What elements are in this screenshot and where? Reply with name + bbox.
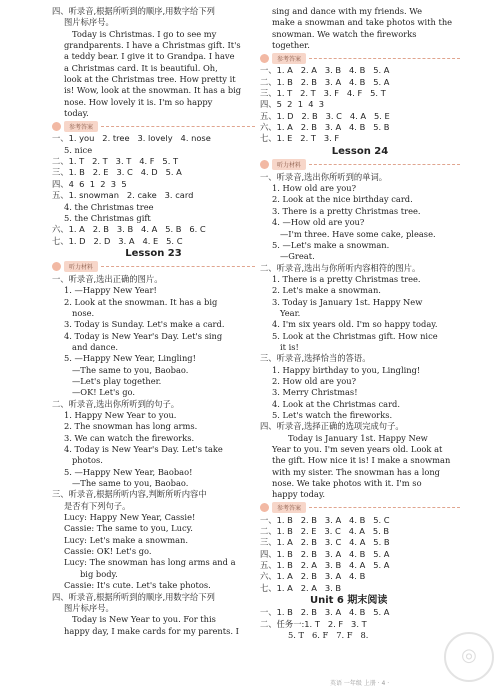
script-line: Cassie: The same to you, Lucy. xyxy=(64,523,193,534)
script-line: —OK! Let's go. xyxy=(72,387,135,398)
headphones-icon xyxy=(260,160,269,169)
answer-line: 二、1. B 2. B 3. A 4. B 5. A xyxy=(260,76,390,87)
script-line: 1. There is a pretty Christmas tree. xyxy=(272,273,421,284)
passage-line: nose. How lovely it is. I'm so happy xyxy=(64,96,213,107)
page-footer: 英语 一年级 上册 · 4 · xyxy=(330,680,390,687)
unit-title: Unit 6 期末阅读 xyxy=(310,595,388,607)
script-line: photos. xyxy=(72,455,103,466)
answer-line: 六、1. A 2. B 3. A 4. B xyxy=(260,571,366,582)
script-line: 4. Today is New Year's Day. Let's take xyxy=(64,444,223,455)
script-line: Lucy: Happy New Year, Cassie! xyxy=(64,512,196,523)
answer-line: 五、1. B 2. A 3. B 4. A 5. A xyxy=(260,560,390,571)
headphones-icon xyxy=(52,262,61,271)
answer-line: 一、1. B 2. B 3. A 4. B 5. C xyxy=(260,514,390,525)
script-line: nose. We take photos with it. I'm so xyxy=(272,478,422,489)
script-line: 是否有下列句子。 xyxy=(64,500,131,511)
passage-line: is! Wow, look at the snowman. It has a big xyxy=(64,85,242,96)
script-line: 2. Let's make a snowman. xyxy=(272,285,381,296)
script-line: Lucy: Let's make a snowman. xyxy=(64,534,189,545)
script-line: Today is New Year to you. For this xyxy=(72,614,216,625)
passage-line: snowman. We watch the fireworks xyxy=(272,28,417,39)
script-line: Today is January 1st. Happy New xyxy=(288,432,428,443)
passage-line: Today is Christmas. I go to see my xyxy=(72,28,217,39)
listening-header: 听力材料 xyxy=(260,159,460,171)
script-line: 图片标序号。 xyxy=(64,602,114,613)
script-line: —Great. xyxy=(280,251,315,262)
script-line: nose. xyxy=(72,307,95,318)
script-line: 3. We can watch the fireworks. xyxy=(64,432,195,443)
answer-line: 5. nice xyxy=(64,144,93,155)
passage-line: a Christmas card. It is beautiful. Oh, xyxy=(64,62,218,73)
script-line: —The same to you, Baobao. xyxy=(72,364,189,375)
answer-line: 七、1. E 2. T 3. F xyxy=(260,133,340,144)
answer-line: 四、1. B 2. B 3. A 4. B 5. A xyxy=(260,548,390,559)
answer-line: 五、1. D 2. B 3. C 4. A 5. E xyxy=(260,110,390,121)
script-line: 4. —How old are you? xyxy=(272,217,365,228)
answer-line: 三、1. T 2. T 3. F 4. F 5. T xyxy=(260,88,386,99)
answer-line: 四、4 6 1 2 3 5 xyxy=(52,178,127,189)
script-line: 1. How old are you? xyxy=(272,183,357,194)
watermark-seal-icon: ◎ xyxy=(444,632,494,682)
answer-header: 参考答案 xyxy=(260,52,460,64)
script-line: 二、听录音,选出你所听到的句子。 xyxy=(52,398,180,409)
script-line: 5. Look at the Christmas gift. How nice xyxy=(272,330,438,341)
script-line: —Let's play together. xyxy=(72,375,162,386)
answer-line: 二、任务一:1. T 2. F 3. T xyxy=(260,618,367,629)
answer-line: 5. the Christmas gift xyxy=(64,212,151,223)
script-line: 5. Let's watch the fireworks. xyxy=(272,410,393,420)
script-line: 4. I'm six years old. I'm so happy today. xyxy=(272,319,438,330)
answer-line: 三、1. B 2. E 3. C 4. D 5. A xyxy=(52,167,182,178)
script-line: the gift. How nice it is! I make a snowman xyxy=(272,455,451,466)
key-icon xyxy=(260,54,269,63)
answer-line: 七、1. A 2. A 3. B xyxy=(260,582,342,593)
script-line: 四、听录音,选择正确的选项完成句子。 xyxy=(260,421,404,432)
script-line: 3. Today is January 1st. Happy New xyxy=(272,296,423,307)
passage-line: look at the Christmas tree. How pretty it xyxy=(64,74,236,85)
script-line: 5. —Happy New Year, Baobao! xyxy=(64,466,193,477)
script-line: 4. Look at the Christmas card. xyxy=(272,398,400,409)
answer-line: 七、1. D 2. D 3. A 4. E 5. C xyxy=(52,235,183,246)
script-line: 三、听录音,选择恰当的答语。 xyxy=(260,353,371,364)
right-column xyxy=(260,6,460,641)
script-line: 2. Look at the snowman. It has a big xyxy=(64,296,218,307)
passage-line: make a snowman and take photos with the xyxy=(272,17,453,28)
script-line: and dance. xyxy=(72,341,119,352)
key-icon xyxy=(52,122,61,131)
script-line: 5. —Happy New Year, Lingling! xyxy=(64,353,196,364)
script-line: 三、听录音,根据所听内容,判断所听内容中 xyxy=(52,489,207,500)
script-line: Year to you. I'm seven years old. Look at xyxy=(272,444,443,455)
script-line: —The same to you, Baobao. xyxy=(72,478,189,489)
script-line: it is! xyxy=(280,341,299,352)
script-line: 3. Today is Sunday. Let's make a card. xyxy=(64,319,225,330)
passage-line: together. xyxy=(272,40,310,51)
script-line: 1. Happy New Year to you. xyxy=(64,410,177,420)
script-line: 2. The snowman has long arms. xyxy=(64,421,198,432)
script-line: 2. Look at the nice birthday card. xyxy=(272,194,413,205)
answer-line: 六、1. A 2. B 3. A 4. B 5. B xyxy=(260,122,390,133)
script-line: 5. —Let's make a snowman. xyxy=(272,239,390,250)
script-line: 四、听录音,根据所听到的顺序,用数字给下列 xyxy=(52,591,215,602)
script-line: 1. —Happy New Year! xyxy=(64,285,157,296)
answer-header: 参考答案 xyxy=(260,502,460,514)
passage-line: grandparents. I have a Christmas gift. It's xyxy=(64,40,241,51)
answer-line: 四、5 2 1 4 3 xyxy=(260,99,325,110)
section-title: 四、听录音,根据所听到的顺序,用数字给下列 xyxy=(52,6,215,16)
passage-line: sing and dance with my friends. We xyxy=(272,6,423,16)
answer-line: 二、1. B 2. E 3. C 4. A 5. B xyxy=(260,526,390,537)
script-line: Year. xyxy=(280,307,301,318)
answer-line: 一、1. you 2. tree 3. lovely 4. nose xyxy=(52,133,211,144)
script-line: 3. There is a pretty Christmas tree. xyxy=(272,205,421,216)
script-line: —I'm three. Have some cake, please. xyxy=(280,228,436,239)
answer-line: 六、1. A 2. B 3. B 4. A 5. B 6. C xyxy=(52,224,206,235)
answer-line: 三、1. A 2. B 3. C 4. A 5. B xyxy=(260,537,390,548)
passage-line: a teddy bear. I give it to Grandpa. I have xyxy=(64,51,235,62)
answer-line: 一、1. B 2. B 3. A 4. B 5. A xyxy=(260,607,390,618)
script-line: with my sister. The snowman has a long xyxy=(272,466,440,477)
left-column xyxy=(52,6,255,637)
section-title: 图片标序号。 xyxy=(64,17,114,28)
script-line: 2. How old are you? xyxy=(272,375,357,386)
script-line: happy today. xyxy=(272,489,326,500)
script-line: Cassie: OK! Let's go. xyxy=(64,546,152,557)
answer-line: 五、1. snowman 2. cake 3. card xyxy=(52,190,194,201)
script-line: Cassie: It's cute. Let's take photos. xyxy=(64,580,211,591)
passage-line: today. xyxy=(64,108,89,119)
script-line: 一、听录音,选出你所听到的单词。 xyxy=(260,171,388,182)
lesson-title: Lesson 24 xyxy=(331,145,389,157)
script-line: happy day, I make cards for my parents. I xyxy=(64,625,239,636)
answer-line: 4. the Christmas tree xyxy=(64,201,154,212)
key-icon xyxy=(260,503,269,512)
listening-header: 听力材料 xyxy=(52,261,255,273)
script-line: 3. Merry Christmas! xyxy=(272,387,358,398)
answer-line: 二、1. T 2. T 3. T 4. F 5. T xyxy=(52,156,179,167)
answer-header: 参考答案 xyxy=(52,120,255,132)
answer-line: 一、1. A 2. A 3. B 4. B 5. A xyxy=(260,65,390,76)
answer-line: 5. T 6. F 7. F 8. xyxy=(288,629,369,640)
script-line: 1. Happy birthday to you, Lingling! xyxy=(272,364,421,375)
lesson-title: Lesson 23 xyxy=(125,247,182,259)
script-line: 二、听录音,选出与你所听内容相符的图片。 xyxy=(260,262,421,273)
script-line: 4. Today is New Year's Day. Let's sing xyxy=(64,330,223,341)
script-line: big body. xyxy=(80,568,118,579)
script-line: 一、听录音,选出正确的图片。 xyxy=(52,273,163,284)
script-line: Lucy: The snowman has long arms and a xyxy=(64,557,236,568)
